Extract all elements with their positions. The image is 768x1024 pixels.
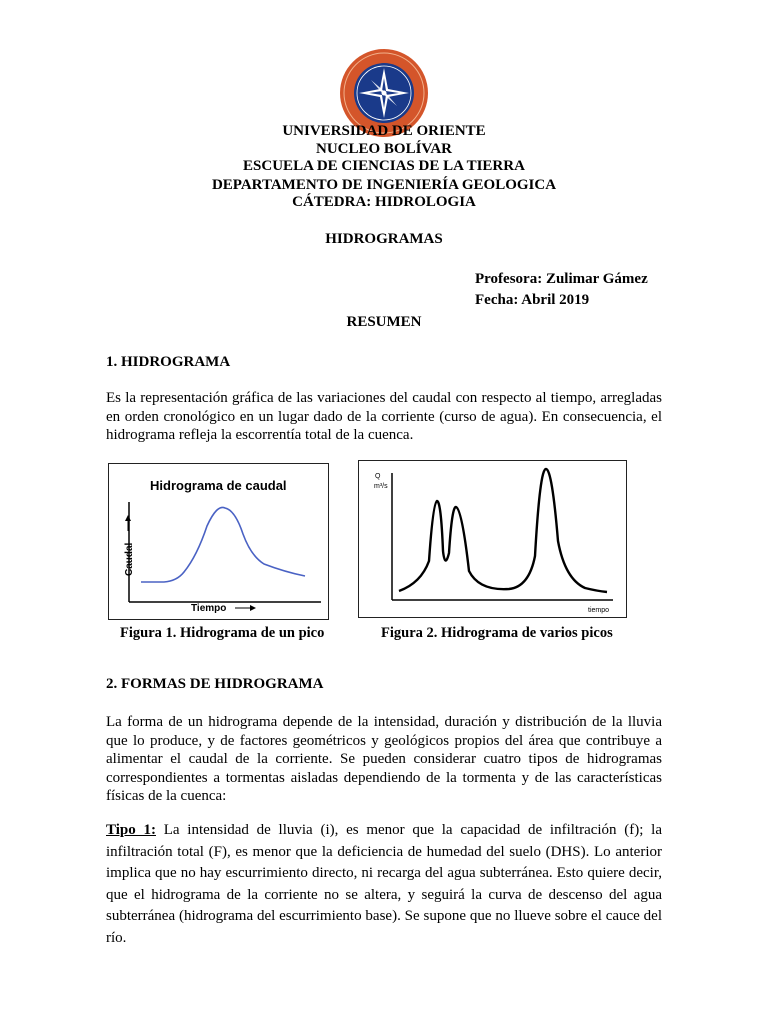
document-title: HIDROGRAMAS xyxy=(325,231,443,247)
figure1-x-arrowhead xyxy=(250,605,256,611)
figure2-chart xyxy=(359,461,626,617)
tipo1-text: La intensidad de lluvia (i), es menor que la capacidad de infiltración (f); la infiltración total (F), es menor que la deficiencia de humedad del suelo (DHS). Lo anterior implica que no hay escurrimiento directo, ni recarga del agua subterránea. Esto quiere decir, que el hidrograma de la corriente no se altera, y seguirá la curva de descenso del agua subterránea (hidrograma del escurrimiento base). Se supone que no llueve sobre el cauce del río. xyxy=(106,822,662,946)
fecha-label: Fecha: Abril 2019 xyxy=(475,292,590,308)
profesora-label: Profesora: Zulimar Gámez xyxy=(475,271,648,287)
header-catedra: CÁTEDRA: HIDROLOGIA xyxy=(292,194,476,210)
header-escuela: ESCUELA DE CIENCIAS DE LA TIERRA xyxy=(243,158,525,174)
figure2-caption: Figura 2. Hidrograma de varios picos xyxy=(381,625,613,641)
figure1-caption: Figura 1. Hidrograma de un pico xyxy=(120,625,325,641)
header-nucleo: NUCLEO BOLÍVAR xyxy=(315,141,452,157)
tipo1-paragraph xyxy=(106,820,662,949)
figure1-title: Hidrograma de caudal xyxy=(150,478,287,493)
figure1-ylabel: Caudal xyxy=(124,542,135,576)
figure2-ylabel: Q xyxy=(375,473,381,480)
header-university: UNIVERSIDAD DE ORIENTE xyxy=(282,123,486,139)
section2-paragraph: La forma de un hidrograma depende de la intensidad, duración y distribución de la lluvia que lo produce, y de factores geométricos y geológicos propios del área que contribuye a alimentar el caudal de la corriente. Se pueden considerar cuatro tipos de hidrogramas correspondientes a tormentas aisladas dependiendo de la tormenta y de las características físicas de la cuenca: xyxy=(106,714,662,804)
figure2 xyxy=(358,460,627,618)
section2-heading: 2. FORMAS DE HIDROGRAMA xyxy=(106,676,324,692)
figure2-xlabel: tiempo xyxy=(588,607,610,614)
figure1-xlabel: Tiempo xyxy=(191,603,227,614)
resumen-heading: RESUMEN xyxy=(346,314,422,330)
section1-paragraph: Es la representación gráfica de las variaciones del caudal con respecto al tiempo, arregladas en orden cronológico en un lugar dado de la corriente (curso de agua). En consecuencia, el hidrograma refleja la escorrentía total de la cuenca. xyxy=(106,390,662,443)
header-departamento: DEPARTAMENTO DE INGENIERÍA GEOLOGICA xyxy=(211,177,557,193)
section1-heading: 1. HIDROGRAMA xyxy=(106,354,231,370)
figure2-ylabel-units: m³/s xyxy=(374,483,388,490)
figure1-hydrograph-curve xyxy=(141,507,305,582)
figure1-y-arrowhead xyxy=(125,515,131,521)
figure1-chart xyxy=(109,464,328,619)
tipo1-label: Tipo 1: xyxy=(106,822,156,838)
figure2-hydrograph-curve xyxy=(399,469,607,592)
figure1 xyxy=(108,463,329,620)
